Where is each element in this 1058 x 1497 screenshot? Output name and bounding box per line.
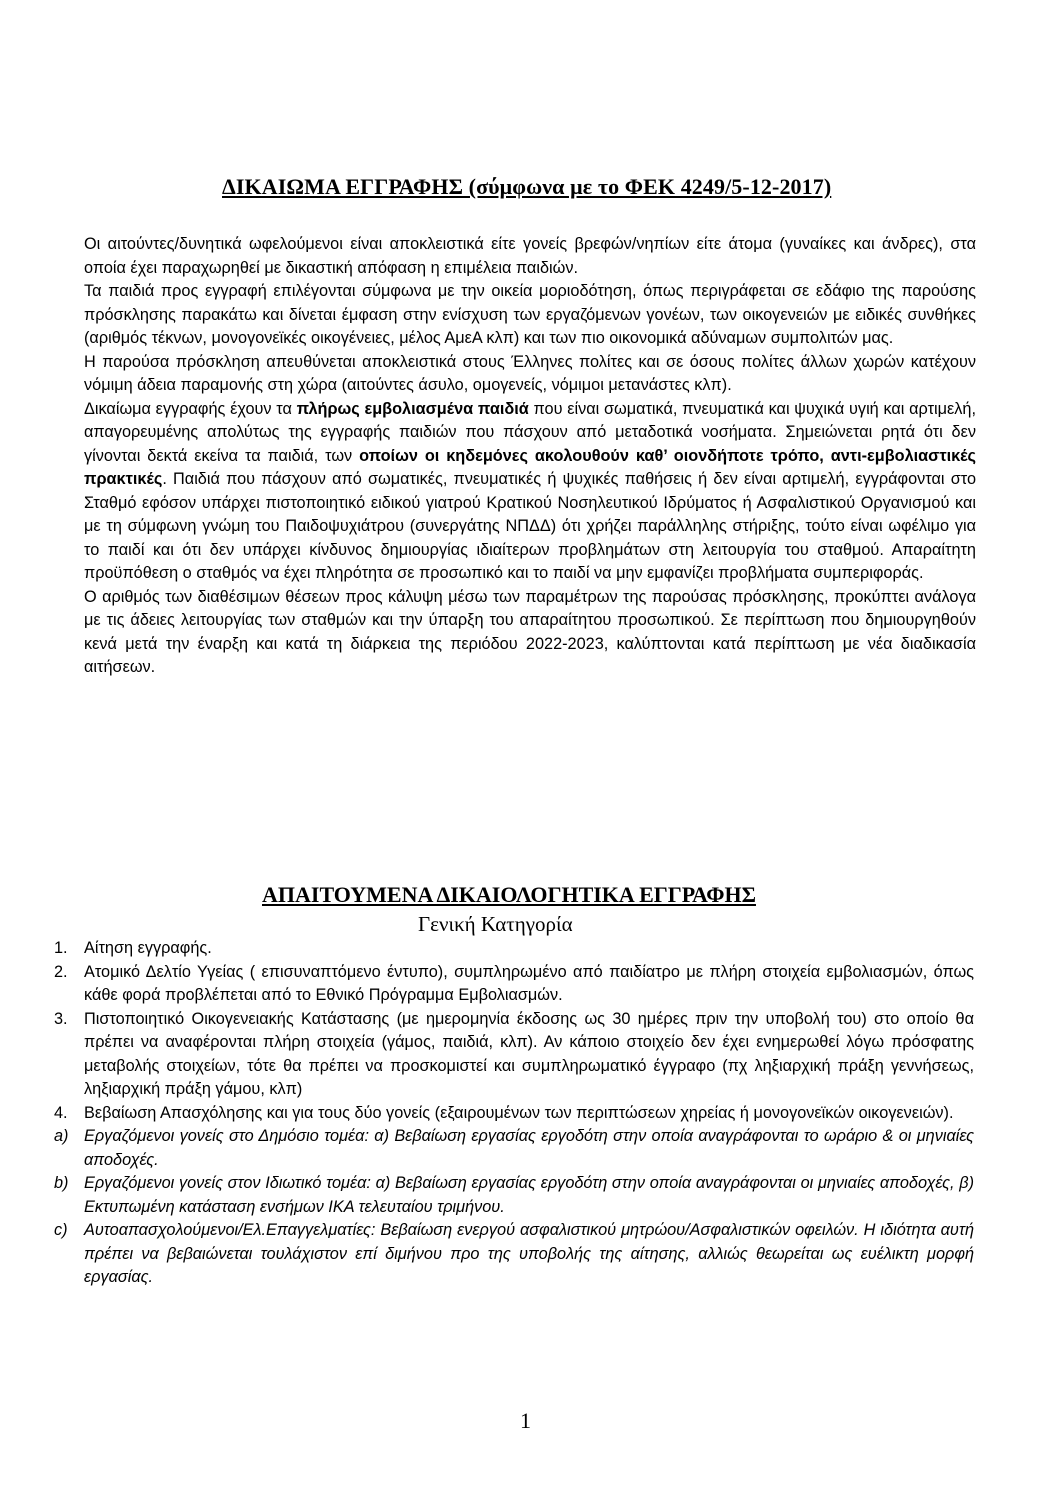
text-run: Δικαίωμα εγγραφής έχουν τα — [84, 399, 297, 418]
list-marker: 1. — [54, 939, 68, 957]
list-item — [54, 1102, 974, 1126]
list-marker: 2. — [54, 962, 68, 981]
required-documents-list — [54, 937, 974, 1290]
list-item-text: Εργαζόμενοι γονείς στον Ιδιωτικό τομέα: α) Βεβαίωση εργασίας εργοδότη στην οποία αναγράφονται οι μηνιαίες αποδοχές, β) Εκτυπωμένη κατάσταση ενσήμων ΙΚΑ τελευταίου τριμήνου. — [84, 1174, 974, 1216]
list-item — [54, 1125, 974, 1172]
list-item-text: Πιστοποιητικό Οικογενειακής Κατάστασης (με ημερομηνία έκδοσης ως 30 ημέρες πριν την υποβολή του) στο οποίο θα πρέπει να αναφέρονται πλήρη στοιχεία (γάμος, παιδιά, κλπ). Αν κάποιο στοιχείο δεν έχει ενημερωθεί λόγω πρόσφατης μεταβολής στοιχείων, τότε θα πρέπει να προσκομιστεί και συμπληρωματικό έγγραφο (πχ ληξιαρχική πράξη γεννήσεως, ληξιαρχική πράξη γάμου, κλπ) — [84, 1009, 974, 1098]
list-item — [54, 961, 974, 1008]
enrollment-right-body — [84, 233, 976, 680]
list-item-text: Αίτηση εγγραφής. — [84, 939, 212, 957]
section-title-enrollment-right: ΔΙΚΑΙΩΜΑ ΕΓΓΡΑΦΗΣ (σύμφωνα με το ΦΕΚ 4249/5-12-2017) — [222, 174, 832, 199]
bold-anti-vaccination: οποίων οι κηδεμόνες ακολουθούν καθ’ οιονδήποτε τρόπο, αντι-εμβολιαστικές πρακτικές — [84, 446, 976, 488]
paragraph-available-positions: Ο αριθμός των διαθέσιμων θέσεων προς κάλυψη μέσω των παραμέτρων της παρούσας πρόσκλησης, προκύπτει ανάλογα με τις άδειες λειτουργίας των σταθμών και την ύπαρξη του απαραίτητου προσωπικού. Σε περίπτωση που δημιουργηθούν κενά μετά την έναρξη και κατά τη διάρκεια της περιόδου 2022-2023, καλύπτονται κατά περίπτωση με νέα διαδικασία αιτήσεων. — [84, 587, 976, 676]
list-item-text: Ατομικό Δελτίο Υγείας ( επισυναπτόμενο έντυπο), συμπληρωμένο από παιδίατρο με πλήρη στοιχεία εμβολιασμών, όπως κάθε φορά προβλέπεται από το Εθνικό Πρόγραμμα Εμβολιασμών. — [84, 962, 974, 1004]
list-marker: b) — [54, 1174, 69, 1192]
paragraph-vaccination-requirement — [84, 398, 976, 586]
list-marker: c) — [54, 1221, 68, 1239]
section-subtitle-general-category: Γενική Κατηγορία — [418, 912, 573, 936]
list-marker: 4. — [54, 1103, 68, 1122]
paragraph-citizenship: Η παρούσα πρόσκληση απευθύνεται αποκλειστικά στους Έλληνες πολίτες και σε όσους πολίτες άλλων χωρών κατέχουν νόμιμη άδεια παραμονής στη χώρα (αιτούντες άσυλο, ομογενείς, νόμιμοι μετανάστες κλπ). — [84, 352, 976, 394]
section-title-required-documents: ΑΠΑΙΤΟΥΜΕΝΑ ΔΙΚΑΙΟΛΟΓΗΤΙΚΑ ΕΓΓΡΑΦΗΣ — [262, 882, 756, 907]
paragraph-selection-criteria: Τα παιδιά προς εγγραφή επιλέγονται σύμφωνα με την οικεία μοριοδότηση, όπως περιγράφεται σε εδάφιο της παρούσης πρόσκλησης παρακάτω και δίνεται έμφαση στην ενίσχυση των εργαζόμενων γονέων, των οικογενειών με ειδικές συνθήκες (αριθμός τέκνων, μονογονεϊκές οικογένειες, μέλος ΑμεΑ κλπ) και των πιο οικονομικά αδύναμων συμπολιτών μας. — [84, 282, 976, 347]
bold-fully-vaccinated: πλήρως εμβολιασμένα παιδιά — [296, 399, 529, 418]
list-item — [54, 937, 974, 961]
list-item-text: Εργαζόμενοι γονείς στο Δημόσιο τομέα: α) Βεβαίωση εργασίας εργοδότη στην οποία αναγράφονται το ωράριο & οι μηνιαίες αποδοχές. — [84, 1127, 974, 1169]
list-item — [54, 1008, 974, 1102]
list-item-text: Βεβαίωση Απασχόλησης και για τους δύο γονείς (εξαιρουμένων των περιπτώσεων χηρείας ή μονογονεϊκών οικογενειών). — [84, 1103, 954, 1122]
list-item-text: Αυτοαπασχολούμενοι/Ελ.Επαγγελματίες: Βεβαίωση ενεργού ασφαλιστικού μητρώου/Ασφαλιστικών οφειλών. Η ιδιότητα αυτή πρέπει να βεβαιώνεται τουλάχιστον επί διμήνου προ της υποβολής της αίτησης, αλλιώς θεωρείται ως ευέλικτη μορφή εργασίας. — [84, 1221, 974, 1286]
list-marker: a) — [54, 1127, 69, 1145]
paragraph-eligible-applicants: Οι αιτούντες/δυνητικά ωφελούμενοι είναι αποκλειστικά είτε γονείς βρεφών/νηπίων είτε άτομα (γυναίκες και άνδρες), στα οποία έχει παραχωρηθεί με δικαστική απόφαση η επιμέλεια παιδιών. — [84, 235, 976, 277]
text-run: που είναι σωματικά, πνευματικά και ψυχικά υγιή και αρτιμελή, απαγορευμένης απολύτως της εγγραφής παιδιών που πάσχουν από μεταδοτικά νοσήματα. Σημειώνεται ρητά ότι δεν γίνονται δεκτά εκείνα τα παιδιά, των — [84, 399, 976, 465]
text-run: . Παιδιά που πάσχουν από σωματικές, πνευματικές ή ψυχικές παθήσεις ή δεν είναι αρτιμελή, εγγράφονται στο Σταθμό εφόσον υπάρχει πιστοποιητικό ειδικού γιατρού Κρατικού Νοσηλευτικού Ιδρύματος ή Ασφαλιστικού Οργανισμού και με τη σύμφωνη γνώμη του Παιδοψυχιάτρου (συνεργάτης ΝΠΔΔ) ότι χρήζει παράλληλης στήριξης, τούτο είναι ωφέλιμο για το παιδί και ότι δεν υπάρχει κίνδυνος δημιουργίας ιδιαίτερων προβλημάτων στη λειτουργία του σταθμού. Απαραίτητη προϋπόθεση ο σταθμός να έχει πληρότητα σε προσωπικό και το παιδί να μην εμφανίζει προβλήματα συμπεριφοράς. — [84, 470, 976, 582]
list-marker: 3. — [54, 1009, 68, 1028]
list-item — [54, 1219, 974, 1290]
list-item — [54, 1172, 974, 1219]
page-number: 1 — [520, 1408, 531, 1433]
